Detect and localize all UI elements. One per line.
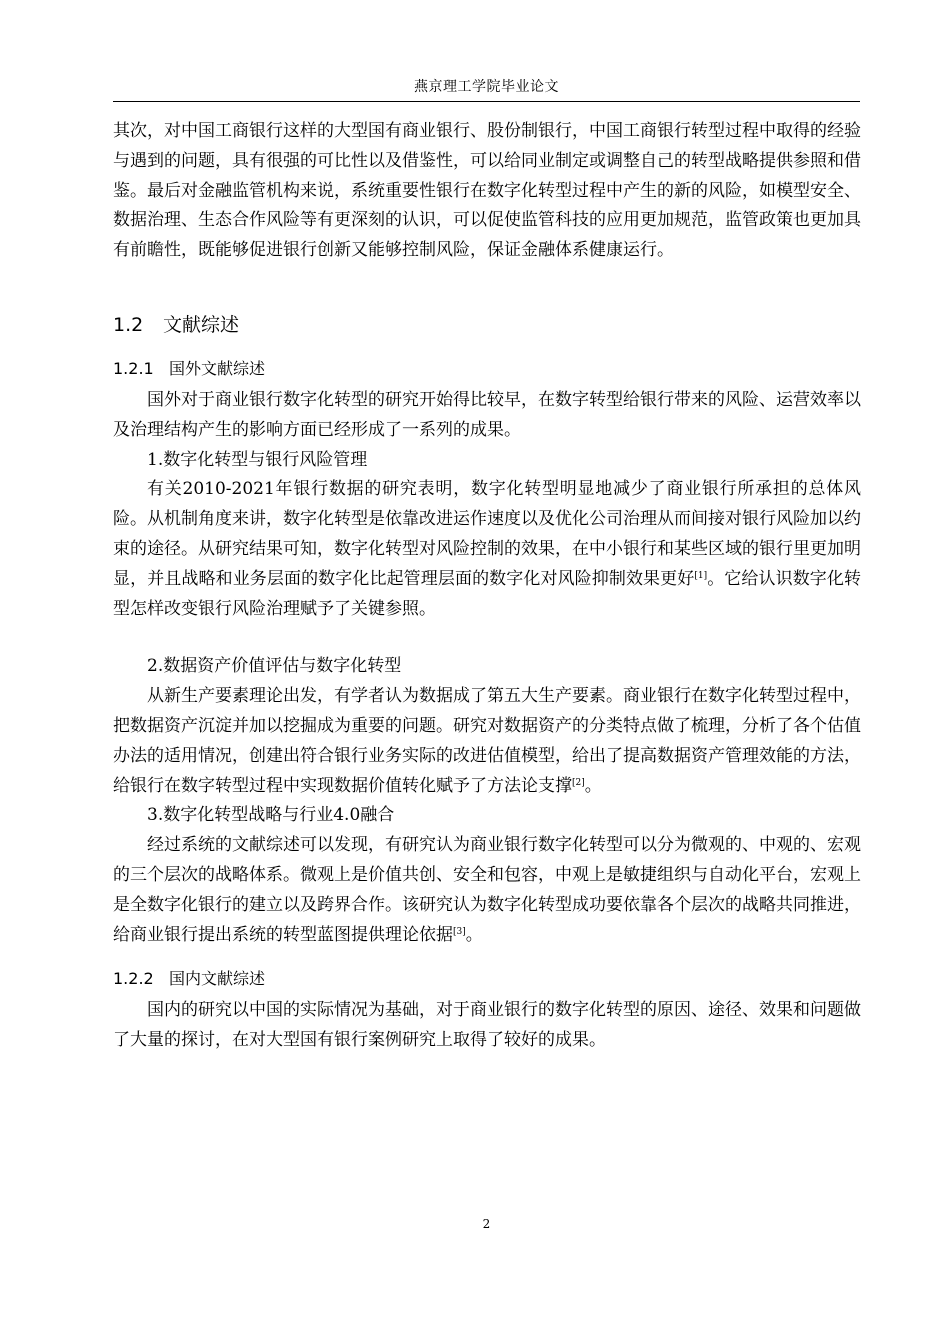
subsection-number: 1.2.2 (113, 969, 154, 989)
item-heading-1: 1.数字化转型与银行风险管理 (147, 449, 368, 470)
citation-1: [1] (694, 570, 708, 581)
subsection-title: 国内文献综述 (169, 969, 266, 989)
domestic-review-intro: 国内的研究以中国的实际情况为基础，对于商业银行的数字化转型的原因、途径、效果和问题做了大量的探讨，在对大型国有银行案例研究上取得了较好的成果。 (113, 1000, 861, 1051)
item-paragraph-2 (113, 682, 861, 801)
item-text-3: 经过系统的文献综述可以发现，有研究认为商业银行数字化转型可以分为微观的、中观的、宏观的三个层次的战略体系。微观上是价值共创、安全和包容，中观上是敏捷组织与自动化平台，宏观上是全数字化银行的建立以及跨界合作。该研究认为数字化转型成功要依靠各个层次的战略共同推进，给商业银行提出系统的转型蓝图提供理论依据 (113, 835, 861, 945)
section-title: 文献综述 (163, 313, 240, 336)
body-text (113, 117, 861, 1056)
page-number: 2 (482, 1217, 491, 1231)
item-tail-1: 。它给认识数字化转型怎样改变银行风险治理赋予了关键参照。 (113, 568, 861, 619)
item-heading-3: 3.数字化转型战略与行业4.0融合 (147, 805, 395, 826)
citation-3: [3] (453, 926, 466, 937)
item-paragraph-1 (113, 475, 861, 624)
item-text-2: 从新生产要素理论出发，有学者认为数据成了第五大生产要素。商业银行在数字化转型过程中，把数据资产沉淀并加以挖掘成为重要的问题。研究对数据资产的分类特点做了梳理，分析了各个估值办法的适用情况，创建出符合银行业务实际的改进估值模型，给出了提高数据资产管理效能的方法，给银行在数字转型过程中实现数据价值转化赋予了方法论支撑 (113, 686, 861, 796)
subsection-heading-1-2-1 (113, 358, 861, 380)
paragraph-gap (113, 624, 861, 652)
running-header: 燕京理工学院毕业论文 (414, 79, 559, 95)
subsection-title: 国外文献综述 (169, 358, 266, 378)
section-number: 1.2 (113, 313, 144, 336)
item-tail-2: 。 (584, 775, 602, 796)
subsection-heading-1-2-2 (113, 968, 861, 990)
foreign-review-intro: 国外对于商业银行数字化转型的研究开始得比较早，在数字转型给银行带来的风险、运营效率以及治理结构产生的影响方面已经形成了一系列的成果。 (113, 389, 861, 440)
item-text-1: 有关2010-2021年银行数据的研究表明，数字化转型明显地减少了商业银行所承担的总体风险。从机制角度来讲，数字化转型是依靠改进运作速度以及优化公司治理从而间接对银行风险加以约束的途径。从研究结果可知，数字化转型对风险控制的效果，在中小银行和某些区域的银行里更加明显，并且战略和业务层面的数字化比起管理层面的数字化对风险抑制效果更好 (113, 479, 861, 589)
item-paragraph-3 (113, 831, 861, 950)
subsection-number: 1.2.1 (113, 358, 154, 378)
section-heading-1-2 (113, 313, 861, 337)
citation-2: [2] (572, 777, 585, 788)
paragraph-continued: 其次，对中国工商银行这样的大型国有商业银行、股份制银行，中国工商银行转型过程中取得的经验与遇到的问题，具有很强的可比性以及借鉴性，可以给同业制定或调整自己的转型战略提供参照和借鉴。最后对金融监管机构来说，系统重要性银行在数字化转型过程中产生的新的风险，如模型安全、数据治理、生态合作风险等有更深刻的认识，可以促使监管科技的应用更加规范，监管政策也更加具有前瞻性，既能够促进银行创新又能够控制风险，保证金融体系健康运行。 (113, 121, 861, 261)
item-tail-3: 。 (465, 924, 483, 945)
header-rule (113, 101, 860, 102)
item-heading-2: 2.数据资产价值评估与数字化转型 (147, 656, 402, 677)
